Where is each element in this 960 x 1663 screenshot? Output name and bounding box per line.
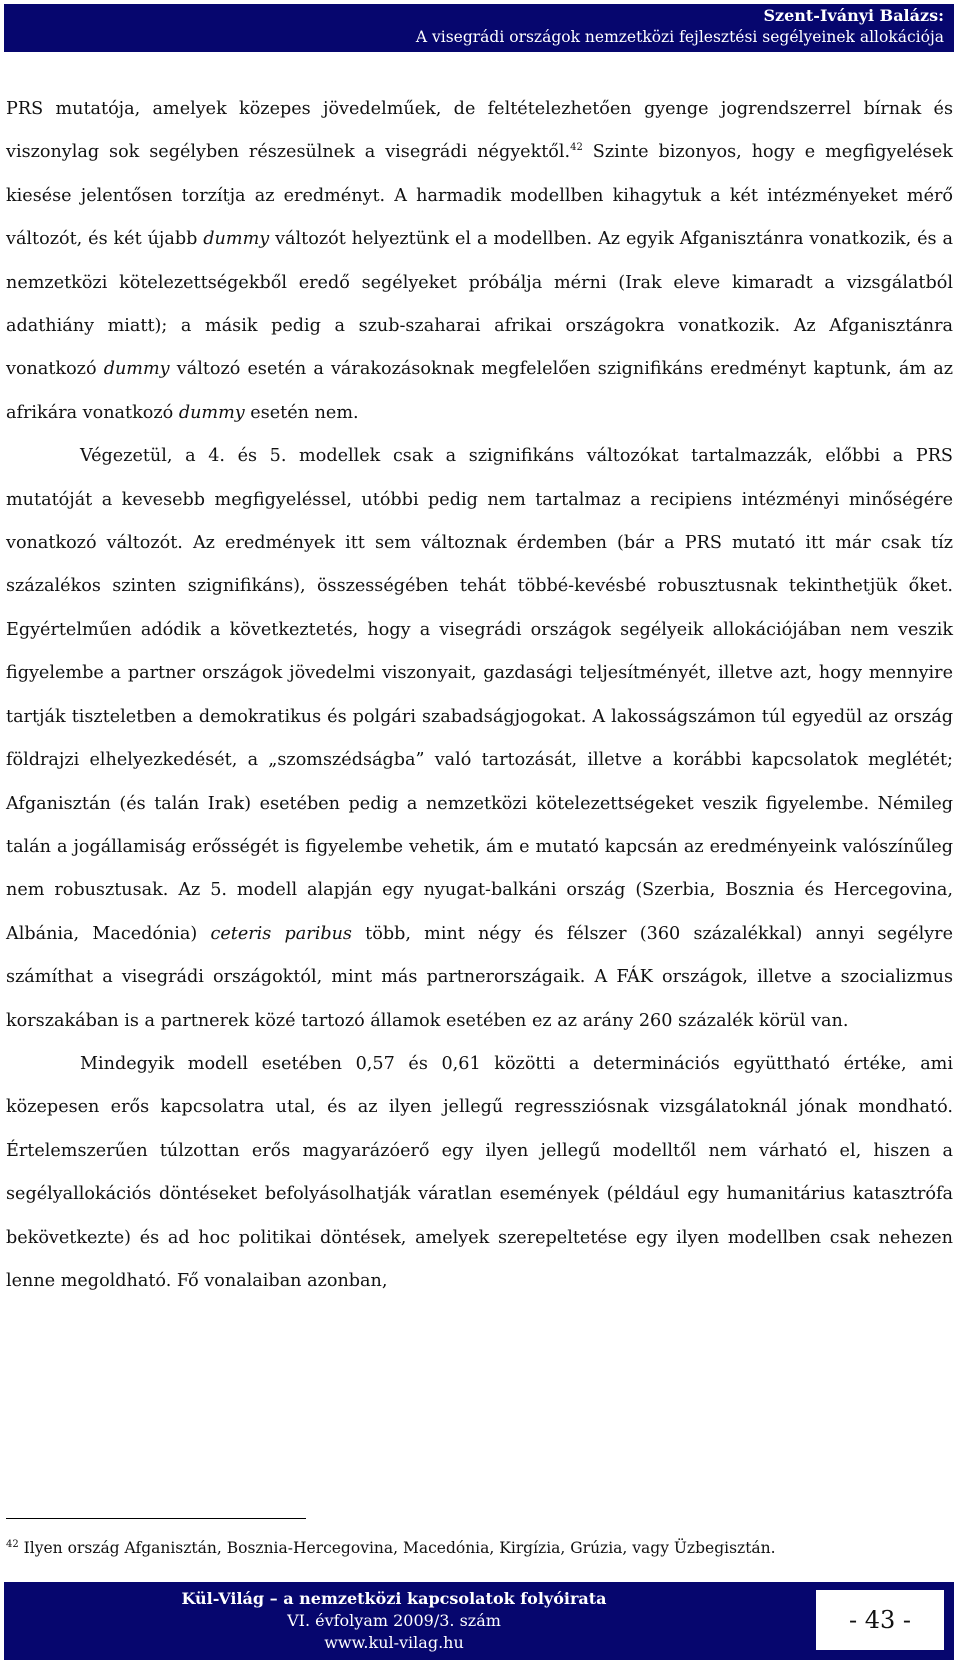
paragraph-1-text-d: változó esetén a várakozásoknak megfelelően szignifikáns eredményt kaptunk, ám az afrikára vonatkozó	[6, 359, 953, 423]
paragraph-1-text-e: esetén nem.	[244, 402, 359, 423]
header-title: A visegrádi országok nemzetközi fejlesztési segélyeinek allokációja	[415, 28, 944, 46]
paragraph-2	[6, 435, 953, 1043]
paragraph-1-text-a: PRS mutatója, amelyek közepes jövedelműek, de feltételezhetően gyenge jogrendszerrel bírnak és viszonylag sok segélyben részesülnek a visegrádi négyektől.	[6, 99, 953, 163]
term-dummy-3: dummy	[178, 402, 245, 423]
footnote-reference-42[interactable]: 42	[570, 142, 583, 154]
journal-footer	[4, 1582, 954, 1660]
footnote-42	[6, 1537, 953, 1559]
paragraph-1-text-b: Szinte bizonyos, hogy e megfigyelések kiesése jelentősen torzítja az eredményt. A harmadik modellben kihagytuk a két intézményeket mérő változót, és két újabb	[6, 142, 953, 250]
paragraph-2-text-b: több, mint négy és félszer (360 százalékkal) annyi segélyre számíthat a visegrádi országoktól, mint más partnerországaik. A FÁK országok, illetve a szocializmus korszakában is a partnerek közé tartozó államok esetében ez az arány 260 százalék körül van.	[6, 923, 954, 1031]
page-number: - 43 -	[816, 1590, 944, 1650]
term-dummy-2: dummy	[103, 359, 170, 380]
paragraph-3: Mindegyik modell esetében 0,57 és 0,61 közötti a determinációs együttható értéke, ami közepesen erős kapcsolatra utal, és az ilyen jellegű regressziósnak vizsgálatoknál jónak mondható. Értelemszerűen túlzottan erős magyarázóerő egy ilyen jellegű modelltől nem várható el, hiszen a segélyallokációs döntéseket befolyásolhatják váratlan események (például egy humanitárius katasztrófa bekövetkezte) és ad hoc politikai döntések, amelyek szerepeltetése egy ilyen modellben csak nehezen lenne megoldható. Fő vonalaiban azonban,	[6, 1053, 953, 1291]
paragraph-2-text-a: Végezetül, a 4. és 5. modellek csak a szignifikáns változókat tartalmazzák, előbbi a PRS mutatóját a kevesebb megfigyeléssel, utóbbi pedig nem tartalmaz a recipiens intézményi minőségére vonatkozó változót. Az eredmények itt sem változnak érdemben (bár a PRS mutató itt már csak tíz százalékos szinten szignifikáns), összességében tehát többé-kevésbé robusztusnak tekinthetjük őket. Egyértelműen adódik a következtetés, hogy a visegrádi országok segélyeik allokációjában nem veszik figyelembe a partner országok jövedelmi viszonyait, gazdasági teljesítményét, illetve azt, hogy mennyire tartják tiszteletben a demokratikus és polgári szabadságjogokat. A lakosságszámon túl egyedül az ország földrajzi elhelyezkedését, a „szomszédságba” való tartozását, illetve a korábbi kapcsolatok meglétét; Afganisztán (és talán Irak) esetében pedig a nemzetközi kötelezettségeket veszik figyelembe. Némileg talán a jogállamiság erősségét is figyelembe vehetik, ám e mutató kapcsán az eredményeink valószínűleg nem robusztusak. Az 5. modell alapján egy nyugat-balkáni ország (Szerbia, Bosznia és Hercegovina, Albánia, Macedónia)	[6, 446, 953, 944]
term-dummy-1: dummy	[203, 229, 270, 250]
footnote-divider	[6, 1518, 306, 1519]
running-header	[4, 4, 954, 52]
header-author: Szent-Iványi Balázs:	[763, 6, 944, 25]
footnote-text: Ilyen ország Afganisztán, Bosznia-Hercegovina, Macedónia, Kirgízia, Grúzia, vagy Üzbegisztán.	[18, 1539, 776, 1557]
body-text	[6, 88, 953, 1303]
journal-url[interactable]: www.kul-vilag.hu	[324, 1633, 464, 1652]
footnote-number: 42	[6, 1538, 19, 1550]
journal-name: Kül-Világ – a nemzetközi kapcsolatok folyóirata	[181, 1589, 607, 1608]
journal-info	[4, 1588, 784, 1654]
term-ceteris-paribus: ceteris paribus	[210, 923, 352, 944]
paragraph-1-text-c: változót helyeztünk el a modellben. Az egyik Afganisztánra vonatkozik, és a nemzetközi kötelezettségekből eredő segélyeket próbálja mérni (Irak eleve kimaradt a vizsgálatból adathiány miatt); a másik pedig a szub-szaharai afrikai országokra vonatkozik. Az Afganisztánra vonatkozó	[6, 229, 953, 380]
journal-volume: VI. évfolyam 2009/3. szám	[287, 1611, 501, 1630]
paragraph-1	[6, 88, 953, 435]
